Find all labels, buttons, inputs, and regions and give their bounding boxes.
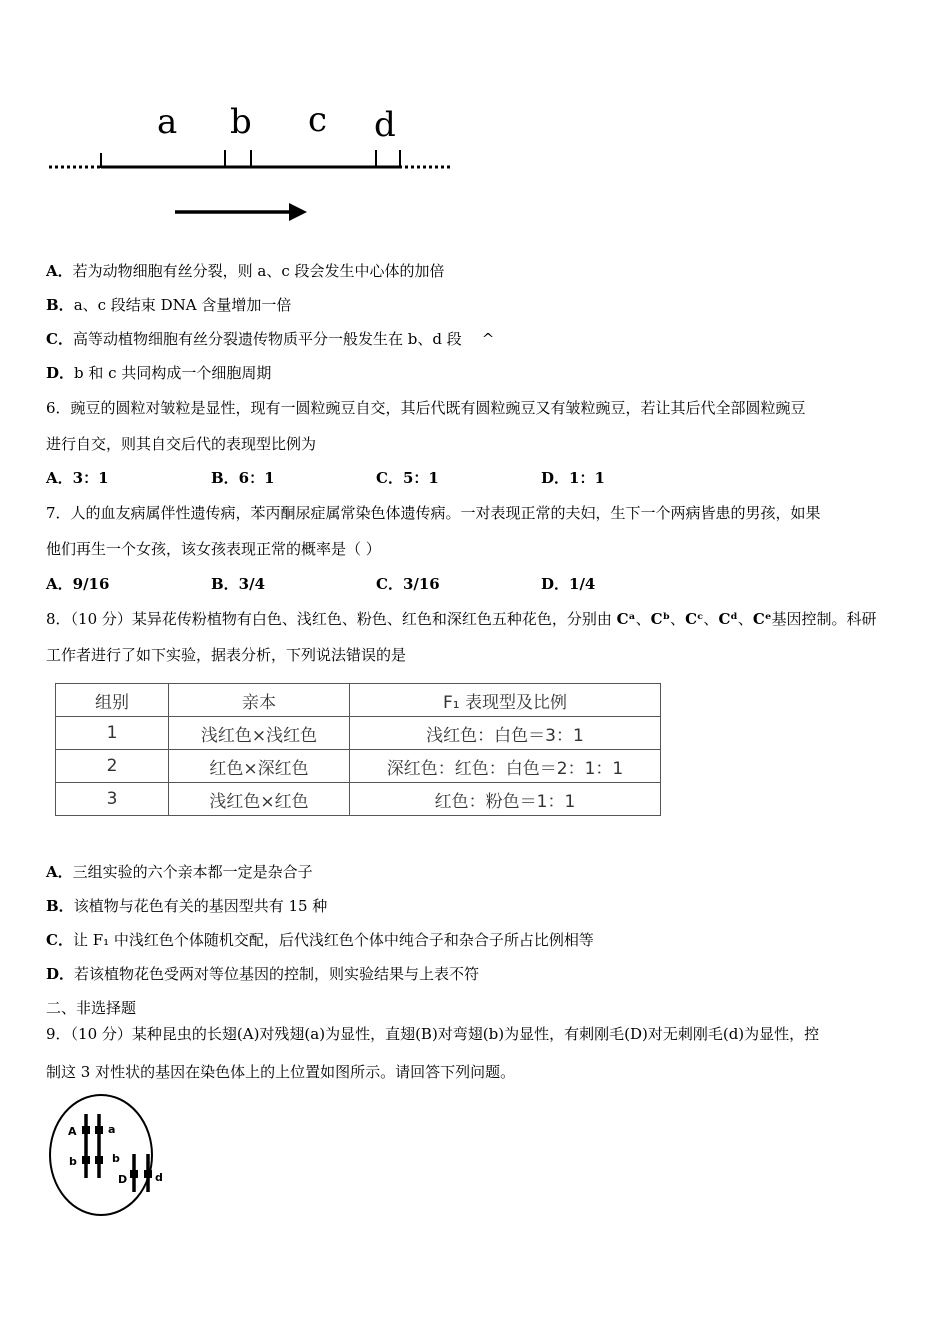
option-text: 该植物与花色有关的基因型共有 15 种	[73, 897, 328, 915]
table-row	[56, 783, 661, 816]
timeline-label-b: b	[230, 102, 252, 142]
q7-choice-d: D．1/4	[541, 575, 596, 593]
q7-choices	[46, 574, 595, 594]
gene-label-b-left: b	[69, 1155, 77, 1168]
q5-option-b	[46, 295, 291, 315]
cell-f1: 浅红色：白色＝3：1	[350, 717, 661, 750]
allele-cb: Cᵇ	[650, 610, 671, 628]
q8-stem-line2: 工作者进行了如下实验，据表分析，下列说法错误的是	[46, 646, 407, 664]
q7-choice-b: B．3/4	[211, 575, 266, 593]
q8-stem-line1: 8．（10 分）某异花传粉植物有白色、浅红色、粉色、红色和深红色五种花色，分别由 Cᵃ、Cᵇ、Cᶜ、Cᵈ、Cᵉ基因控制。科研	[46, 610, 877, 628]
cell-group: 1	[56, 717, 169, 750]
q8-table	[55, 683, 661, 816]
q5-option-a	[46, 261, 445, 281]
allele-cd: Cᵈ	[718, 610, 738, 628]
gene-label-a: a	[108, 1123, 116, 1136]
timeline-label-c: c	[308, 100, 328, 140]
cell-cycle-timeline	[45, 98, 465, 228]
col-header-group: 组别	[56, 684, 169, 717]
section-title: 二、非选择题	[46, 999, 137, 1017]
cell-parents: 浅红色×浅红色	[169, 717, 350, 750]
stray-mark: ^	[481, 330, 495, 348]
cell-parents: 红色×深红色	[169, 750, 350, 783]
q5-option-d	[46, 363, 271, 383]
q7-stem-line1: 7．人的血友病属伴性遗传病，苯丙酮尿症属常染色体遗传病。一对表现正常的夫妇，生下一个两病皆患的男孩，如果	[46, 504, 821, 522]
option-text: b 和 c 共同构成一个细胞周期	[74, 364, 272, 382]
q6-choice-d: D．1：1	[541, 469, 605, 487]
q8-option-b	[46, 896, 327, 916]
q9-stem-line2: 制这 3 对性状的基因在染色体上的上位置如图所示。请回答下列问题。	[46, 1063, 516, 1081]
chromosome-diagram	[48, 1092, 163, 1218]
gene-label-d: d	[155, 1171, 163, 1184]
chromosome-pair-1	[86, 1114, 99, 1178]
q9-stem-line1: 9．（10 分）某种昆虫的长翅(A)对残翅(a)为显性，直翅(B)对弯翅(b)为显性，有刺刚毛(D)对无刺刚毛(d)为显性，控	[46, 1025, 820, 1043]
option-text: 三组实验的六个亲本都一定是杂合子	[72, 863, 313, 881]
cell-f1: 红色：粉色＝1：1	[350, 783, 661, 816]
allele-ca: Cᵃ	[616, 610, 636, 628]
timeline-label-d: d	[374, 105, 396, 145]
col-header-f1: F₁ 表现型及比例	[350, 684, 661, 717]
q6-choices	[46, 468, 605, 488]
option-label: C．	[46, 931, 73, 949]
option-label: A．	[46, 262, 73, 280]
allele-ce: Cᵉ	[752, 610, 772, 628]
option-text: 高等动植物细胞有丝分裂遗传物质平分一般发生在 b、d 段	[72, 330, 462, 348]
option-label: D．	[46, 965, 75, 983]
option-text: a、c 段结束 DNA 含量增加一倍	[73, 296, 292, 314]
q8-option-c	[46, 930, 594, 950]
direction-arrow	[175, 203, 307, 221]
timeline-ticks	[101, 150, 400, 168]
option-label: A．	[46, 863, 73, 881]
q7-choice-c: C．3/16	[376, 575, 440, 593]
option-label: B．	[46, 296, 74, 314]
q8-stem-prefix: 8．（10 分）某异花传粉植物有白色、浅红色、粉色、红色和深红色五种花色，分别由	[46, 610, 617, 628]
table-row	[56, 717, 661, 750]
q6-choice-b: B．6：1	[211, 469, 275, 487]
q5-option-c	[46, 329, 494, 349]
option-text: 让 F₁ 中浅红色个体随机交配，后代浅红色个体中纯合子和杂合子所占比例相等	[72, 931, 594, 949]
option-label: B．	[46, 897, 74, 915]
gene-loci-2	[130, 1170, 152, 1178]
cell-group: 2	[56, 750, 169, 783]
q8-stem-suffix: 基因控制。科研	[771, 610, 877, 628]
q7-choice-a: A．9/16	[46, 575, 110, 593]
gene-label-b-right: b	[112, 1152, 120, 1165]
col-header-parents: 亲本	[169, 684, 350, 717]
q8-option-a	[46, 862, 313, 882]
q8-option-d	[46, 964, 479, 984]
option-label: C．	[46, 330, 73, 348]
q7-stem-line2: 他们再生一个女孩，该女孩表现正常的概率是（ ）	[46, 540, 381, 558]
q6-choice-c: C．5：1	[376, 469, 439, 487]
option-text: 若该植物花色受两对等位基因的控制，则实验结果与上表不符	[74, 965, 480, 983]
q6-choice-a: A．3：1	[46, 469, 109, 487]
table-row	[56, 750, 661, 783]
option-text: 若为动物细胞有丝分裂，则 a、c 段会发生中心体的加倍	[72, 262, 445, 280]
table-header-row	[56, 684, 661, 717]
q6-stem-line1: 6．豌豆的圆粒对皱粒是显性，现有一圆粒豌豆自交，其后代既有圆粒豌豆又有皱粒豌豆，若让其后代全部圆粒豌豆	[46, 399, 806, 417]
allele-cc: Cᶜ	[685, 610, 704, 628]
option-label: D．	[46, 364, 75, 382]
gene-label-D: D	[118, 1173, 128, 1186]
cell-parents: 浅红色×红色	[169, 783, 350, 816]
cell-outline	[50, 1095, 152, 1215]
gene-label-A: A	[68, 1125, 77, 1138]
cell-group: 3	[56, 783, 169, 816]
timeline-label-a: a	[157, 102, 178, 142]
cell-f1: 深红色：红色：白色＝2：1：1	[350, 750, 661, 783]
q6-stem-line2: 进行自交，则其自交后代的表现型比例为	[46, 435, 317, 453]
